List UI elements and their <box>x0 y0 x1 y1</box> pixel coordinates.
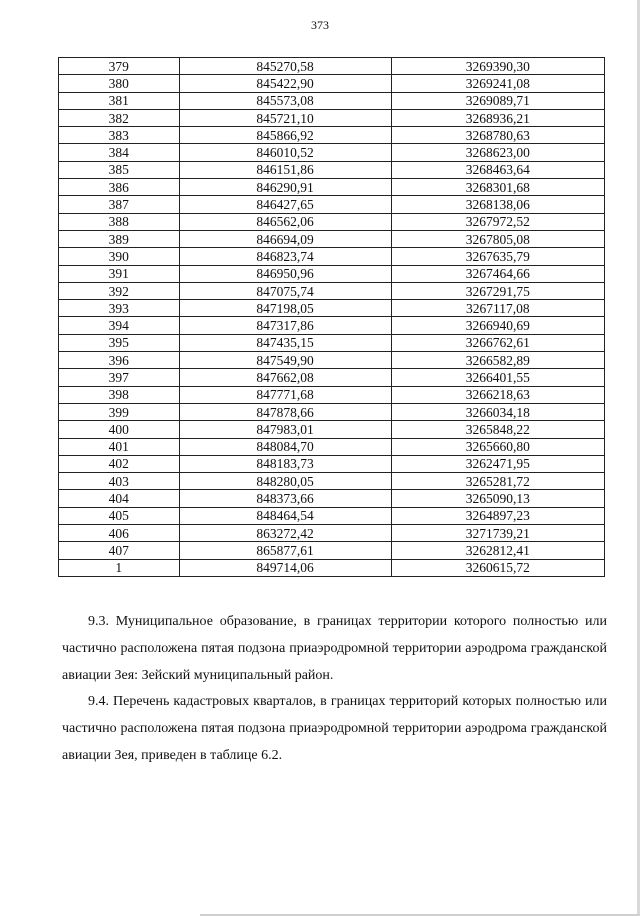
point-number-cell: 404 <box>59 490 180 507</box>
point-number-cell: 405 <box>59 507 180 524</box>
x-coordinate-cell: 846290,91 <box>179 179 391 196</box>
point-number-cell: 380 <box>59 75 180 92</box>
y-coordinate-cell: 3266582,89 <box>391 352 604 369</box>
table-row <box>59 265 605 282</box>
table-row <box>59 282 605 299</box>
point-number-cell: 385 <box>59 161 180 178</box>
x-coordinate-cell: 847983,01 <box>179 421 391 438</box>
x-coordinate-cell: 845270,58 <box>179 58 391 75</box>
x-coordinate-cell: 847662,08 <box>179 369 391 386</box>
x-coordinate-cell: 848464,54 <box>179 507 391 524</box>
point-number-cell: 406 <box>59 525 180 542</box>
y-coordinate-cell: 3268780,63 <box>391 127 604 144</box>
table-row <box>59 542 605 559</box>
x-coordinate-cell: 846151,86 <box>179 161 391 178</box>
table-row <box>59 300 605 317</box>
y-coordinate-cell: 3260615,72 <box>391 559 604 576</box>
x-coordinate-cell: 848084,70 <box>179 438 391 455</box>
point-number-cell: 403 <box>59 473 180 490</box>
x-coordinate-cell: 865877,61 <box>179 542 391 559</box>
x-coordinate-cell: 846823,74 <box>179 248 391 265</box>
point-number-cell: 382 <box>59 109 180 126</box>
y-coordinate-cell: 3262471,95 <box>391 455 604 472</box>
point-number-cell: 401 <box>59 438 180 455</box>
x-coordinate-cell: 847075,74 <box>179 282 391 299</box>
paragraph-9-3-text: 9.3. Муниципальное образование, в границах территории которого полностью или частично расположена пятая подзона приаэродромной территории аэродрома гражданской авиации Зея: Зейский муниципальный район. <box>62 614 607 683</box>
y-coordinate-cell: 3267117,08 <box>391 300 604 317</box>
point-number-cell: 379 <box>59 58 180 75</box>
x-coordinate-cell: 847198,05 <box>179 300 391 317</box>
y-coordinate-cell: 3262812,41 <box>391 542 604 559</box>
point-number-cell: 388 <box>59 213 180 230</box>
y-coordinate-cell: 3268463,64 <box>391 161 604 178</box>
table-row <box>59 75 605 92</box>
x-coordinate-cell: 847435,15 <box>179 334 391 351</box>
x-coordinate-cell: 848183,73 <box>179 455 391 472</box>
point-number-cell: 407 <box>59 542 180 559</box>
table-row <box>59 559 605 576</box>
y-coordinate-cell: 3265281,72 <box>391 473 604 490</box>
x-coordinate-cell: 848280,05 <box>179 473 391 490</box>
table-row <box>59 525 605 542</box>
table-row <box>59 179 605 196</box>
table-row <box>59 144 605 161</box>
table-row <box>59 490 605 507</box>
table-row <box>59 386 605 403</box>
y-coordinate-cell: 3267635,79 <box>391 248 604 265</box>
page-number: 373 <box>311 18 329 32</box>
point-number-cell: 389 <box>59 230 180 247</box>
x-coordinate-cell: 845721,10 <box>179 109 391 126</box>
table-row <box>59 421 605 438</box>
x-coordinate-cell: 846562,06 <box>179 213 391 230</box>
coordinates-table <box>58 57 605 577</box>
point-number-cell: 1 <box>59 559 180 576</box>
x-coordinate-cell: 848373,66 <box>179 490 391 507</box>
table-row <box>59 352 605 369</box>
y-coordinate-cell: 3265848,22 <box>391 421 604 438</box>
table-row <box>59 213 605 230</box>
point-number-cell: 394 <box>59 317 180 334</box>
point-number-cell: 392 <box>59 282 180 299</box>
point-number-cell: 396 <box>59 352 180 369</box>
x-coordinate-cell: 847549,90 <box>179 352 391 369</box>
y-coordinate-cell: 3271739,21 <box>391 525 604 542</box>
y-coordinate-cell: 3267805,08 <box>391 230 604 247</box>
y-coordinate-cell: 3267972,52 <box>391 213 604 230</box>
point-number-cell: 383 <box>59 127 180 144</box>
point-number-cell: 393 <box>59 300 180 317</box>
y-coordinate-cell: 3268138,06 <box>391 196 604 213</box>
point-number-cell: 397 <box>59 369 180 386</box>
table-row <box>59 230 605 247</box>
y-coordinate-cell: 3266218,63 <box>391 386 604 403</box>
x-coordinate-cell: 847771,68 <box>179 386 391 403</box>
table-row <box>59 109 605 126</box>
table-row <box>59 334 605 351</box>
table-row <box>59 127 605 144</box>
coordinates-table-body <box>59 58 605 577</box>
y-coordinate-cell: 3265090,13 <box>391 490 604 507</box>
table-row <box>59 455 605 472</box>
point-number-cell: 395 <box>59 334 180 351</box>
table-row <box>59 507 605 524</box>
point-number-cell: 400 <box>59 421 180 438</box>
table-row <box>59 248 605 265</box>
y-coordinate-cell: 3269089,71 <box>391 92 604 109</box>
table-row <box>59 196 605 213</box>
paragraph-9-4-text: 9.4. Перечень кадастровых кварталов, в границах территорий которых полностью или частично расположена пятая подзона приаэродромной территории аэродрома гражданской авиации Зея, приведен в таблице 6.2. <box>62 694 607 763</box>
point-number-cell: 387 <box>59 196 180 213</box>
x-coordinate-cell: 845866,92 <box>179 127 391 144</box>
table-row <box>59 403 605 420</box>
y-coordinate-cell: 3266940,69 <box>391 317 604 334</box>
point-number-cell: 398 <box>59 386 180 403</box>
y-coordinate-cell: 3268936,21 <box>391 109 604 126</box>
x-coordinate-cell: 847878,66 <box>179 403 391 420</box>
y-coordinate-cell: 3264897,23 <box>391 507 604 524</box>
y-coordinate-cell: 3266034,18 <box>391 403 604 420</box>
table-row <box>59 161 605 178</box>
point-number-cell: 391 <box>59 265 180 282</box>
x-coordinate-cell: 863272,42 <box>179 525 391 542</box>
y-coordinate-cell: 3269390,30 <box>391 58 604 75</box>
table-row <box>59 369 605 386</box>
paragraph-9-3 <box>62 608 607 689</box>
paragraph-9-4 <box>62 688 607 769</box>
x-coordinate-cell: 846427,65 <box>179 196 391 213</box>
y-coordinate-cell: 3267464,66 <box>391 265 604 282</box>
table-row <box>59 92 605 109</box>
point-number-cell: 399 <box>59 403 180 420</box>
y-coordinate-cell: 3268623,00 <box>391 144 604 161</box>
y-coordinate-cell: 3266401,55 <box>391 369 604 386</box>
x-coordinate-cell: 849714,06 <box>179 559 391 576</box>
y-coordinate-cell: 3265660,80 <box>391 438 604 455</box>
table-row <box>59 438 605 455</box>
y-coordinate-cell: 3266762,61 <box>391 334 604 351</box>
point-number-cell: 381 <box>59 92 180 109</box>
x-coordinate-cell: 846694,09 <box>179 230 391 247</box>
x-coordinate-cell: 846010,52 <box>179 144 391 161</box>
x-coordinate-cell: 845422,90 <box>179 75 391 92</box>
y-coordinate-cell: 3267291,75 <box>391 282 604 299</box>
point-number-cell: 384 <box>59 144 180 161</box>
y-coordinate-cell: 3269241,08 <box>391 75 604 92</box>
y-coordinate-cell: 3268301,68 <box>391 179 604 196</box>
table-row <box>59 58 605 75</box>
table-row <box>59 317 605 334</box>
table-row <box>59 473 605 490</box>
x-coordinate-cell: 845573,08 <box>179 92 391 109</box>
point-number-cell: 402 <box>59 455 180 472</box>
point-number-cell: 386 <box>59 179 180 196</box>
point-number-cell: 390 <box>59 248 180 265</box>
x-coordinate-cell: 846950,96 <box>179 265 391 282</box>
x-coordinate-cell: 847317,86 <box>179 317 391 334</box>
